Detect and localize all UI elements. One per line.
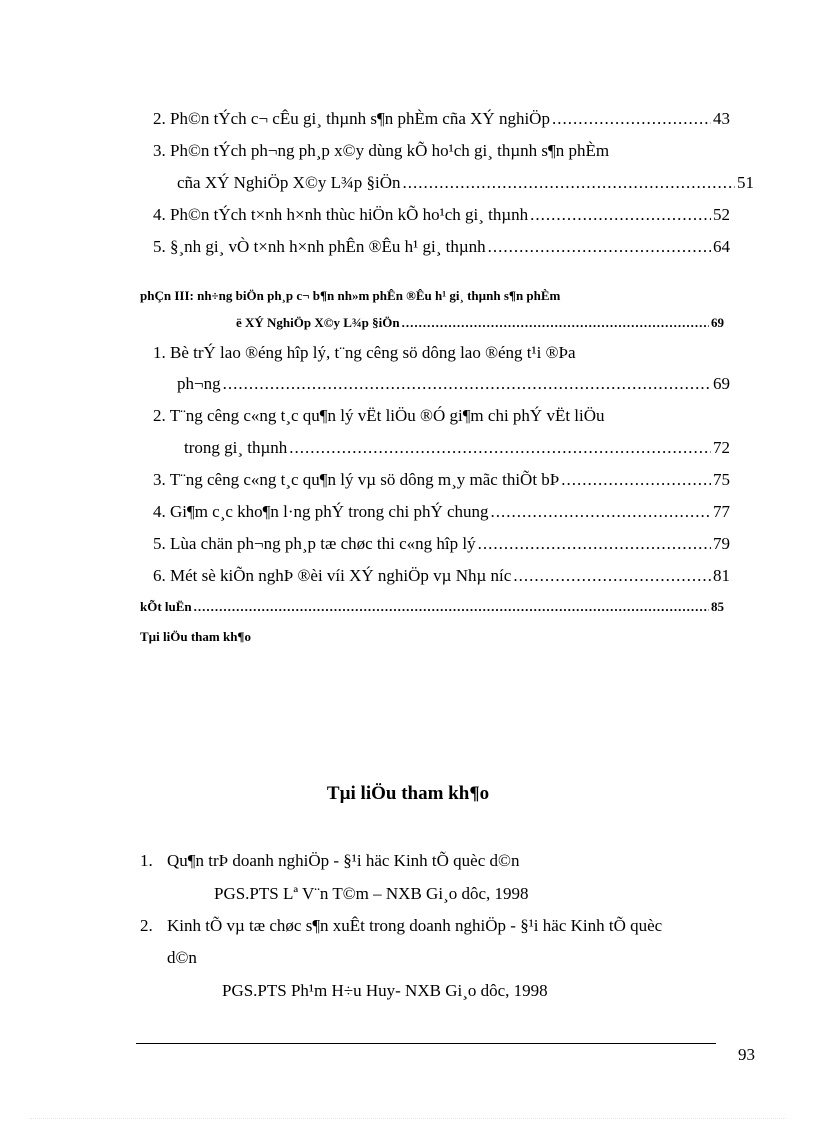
toc-entry-text: cña XÝ NghiÖp X©y L¾p §iÖn <box>177 173 401 192</box>
toc-entry-text: Tµi liÖu tham kh¶o <box>140 629 251 644</box>
toc-entry-text: 5. §¸nh gi¸ vÒ t×nh h×nh phÊn ®Êu h¹ gi¸ thµnh <box>153 237 486 256</box>
reference-title: Kinh tÕ vµ tæ chøc s¶n xuÊt trong doanh nghiÖp - §¹i häc Kinh tÕ quèc <box>167 916 663 935</box>
toc-leader <box>223 373 711 395</box>
toc-page-number: 85 <box>711 599 724 614</box>
toc-entry <box>153 469 730 491</box>
toc-leader <box>402 312 709 334</box>
toc-leader <box>403 172 736 194</box>
toc-page-number: 79 <box>713 534 730 553</box>
toc-entry-text: 6. Mét sè kiÕn nghÞ ®èi víi XÝ nghiÖp vµ Nhµ níc <box>153 566 512 585</box>
toc-entry <box>153 565 730 587</box>
toc-leader <box>513 565 711 587</box>
toc-page-number: 81 <box>713 566 730 585</box>
toc-entry-text: trong gi¸ thµnh <box>184 438 288 457</box>
toc-leader <box>478 533 711 555</box>
toc-page-number: 69 <box>711 315 724 330</box>
toc-entry-text: 5. Lùa chän ph¬ng ph¸p tæ chøc thi c«ng hîp lý <box>153 534 476 553</box>
toc-entry-text: ë XÝ NghiÖp X©y L¾p §iÖn <box>236 315 400 330</box>
toc-page-number: 72 <box>713 438 730 457</box>
toc-entry <box>153 533 730 555</box>
toc-entry <box>153 501 730 523</box>
reference-title-continuation: d©n <box>167 948 197 967</box>
toc-entry <box>236 312 724 334</box>
page-number: 93 <box>738 1045 755 1064</box>
toc-page-number: 52 <box>713 205 730 224</box>
toc-entry-text: 4. Ph©n tÝch t×nh h×nh thùc hiÖn kÕ ho¹ch gi¸ thµnh <box>153 205 529 224</box>
reference-number: 2. <box>140 916 153 935</box>
toc-entry-text: 4. Gi¶m c¸c kho¶n l·ng phÝ trong chi phÝ chung <box>153 502 489 521</box>
toc-leader <box>289 437 711 459</box>
toc-section-heading: phÇn III: nh÷ng biÖn ph¸p c¬ b¶n nh»m phÊn ®Êu h¹ gi¸ thµnh s¶n phÈm <box>140 288 561 303</box>
toc-page-number: 64 <box>713 237 730 256</box>
toc-entry <box>177 172 754 194</box>
references-title: Tµi liÖu tham kh¶o <box>326 783 490 804</box>
toc-entry-text: 2. Ph©n tÝch c¬ cÊu gi¸ thµnh s¶n phÈm cña XÝ nghiÖp <box>153 109 550 128</box>
toc-leader <box>552 108 711 130</box>
page-bottom-border <box>30 1118 786 1119</box>
footer-rule <box>136 1043 716 1044</box>
toc-entry <box>177 373 730 395</box>
toc-entry <box>140 596 724 618</box>
toc-leader <box>561 469 711 491</box>
toc-page-number: 43 <box>713 109 730 128</box>
toc-leader <box>194 596 709 618</box>
toc-entry-text: ph¬ng <box>177 374 221 393</box>
reference-number: 1. <box>140 851 153 870</box>
toc-page-number: 75 <box>713 470 730 489</box>
reference-title: Qu¶n trÞ doanh nghiÖp - §¹i häc Kinh tÕ quèc d©n <box>167 851 520 870</box>
toc-leader <box>488 236 711 258</box>
reference-author: PGS.PTS Ph¹m H÷u Huy- NXB Gi¸o dôc, 1998 <box>222 981 548 1000</box>
toc-page-number: 69 <box>713 374 730 393</box>
toc-leader <box>491 501 711 523</box>
toc-entry <box>184 437 730 459</box>
toc-entry <box>153 108 730 130</box>
toc-entry <box>153 204 730 226</box>
toc-entry-text: 1. Bè trÝ lao ®éng hîp lý, t¨ng cêng sö dông lao ®éng t¹i ®Þa <box>153 343 576 362</box>
toc-entry-text: 2. T¨ng cêng c«ng t¸c qu¶n lý vËt liÖu ®Ó gi¶m chi phÝ vËt liÖu <box>153 406 605 425</box>
reference-author: PGS.PTS Lª V¨n T©m – NXB Gi¸o dôc, 1998 <box>214 884 529 903</box>
toc-entry-text: kÕt luËn <box>140 599 192 614</box>
toc-entry <box>153 236 730 258</box>
toc-leader <box>530 204 711 226</box>
toc-entry-text: 3. Ph©n tÝch ph¬ng ph¸p x©y dùng kÕ ho¹ch gi¸ thµnh s¶n phÈm <box>153 141 610 160</box>
toc-entry-text: 3. T¨ng cêng c«ng t¸c qu¶n lý vµ sö dông m¸y mãc thiÕt bÞ <box>153 470 560 489</box>
toc-page-number: 51 <box>737 173 754 192</box>
toc-page-number: 77 <box>713 502 730 521</box>
